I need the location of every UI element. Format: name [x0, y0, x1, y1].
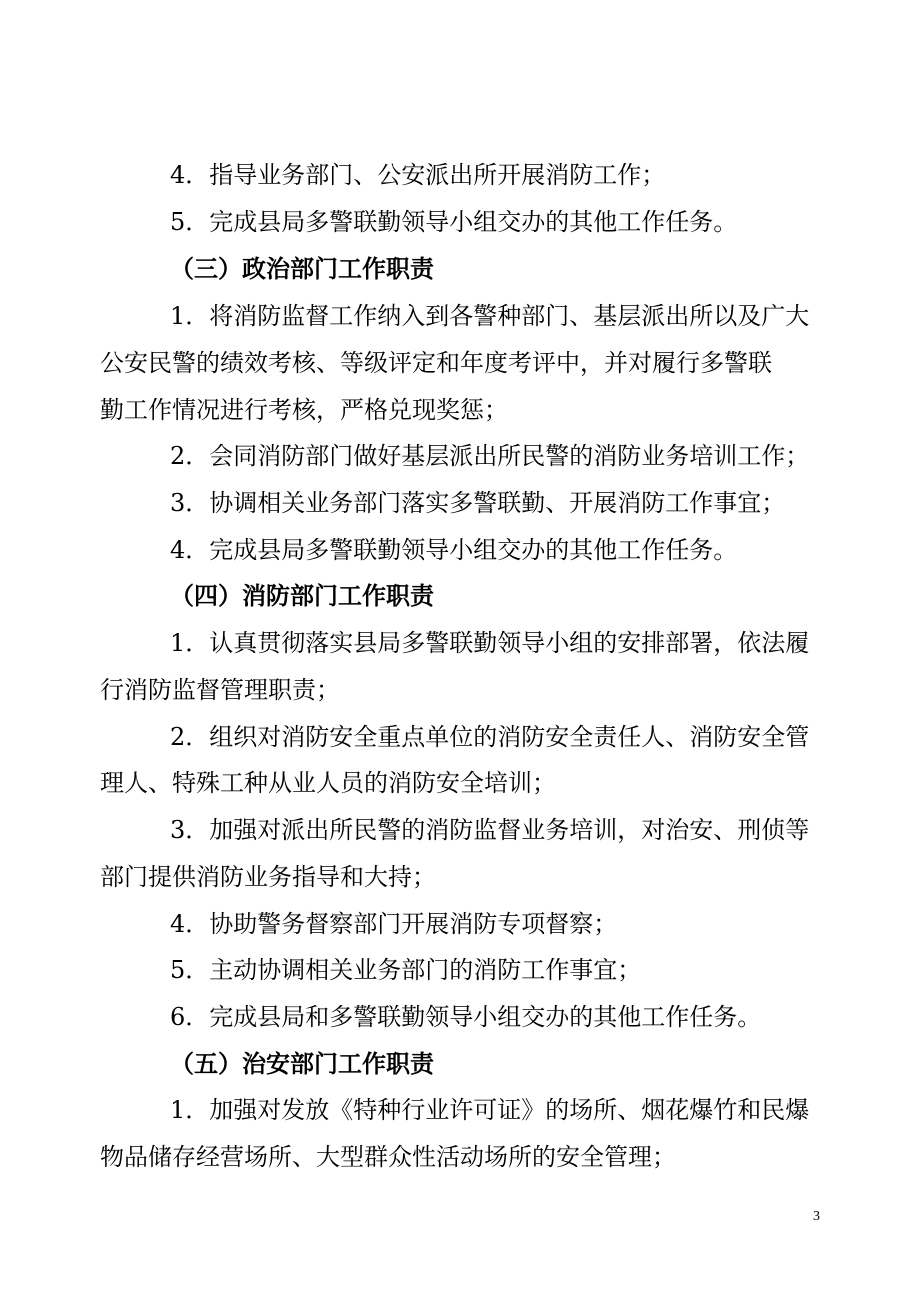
section-heading: [0, 249, 920, 289]
line-text: 1．认真贯彻落实县局多警联勤领导小组的安排部署，依法履: [170, 629, 810, 657]
text-line: [0, 530, 920, 570]
section-heading: [0, 576, 920, 616]
text-line: [0, 390, 920, 430]
text-line: [0, 857, 920, 897]
line-text: 行消防监督管理职责；: [100, 676, 340, 704]
heading-text: （五）治安部门工作职责: [170, 1049, 434, 1078]
line-text: 4．指导业务部门、公安派出所开展消防工作；: [170, 161, 666, 189]
text-line: [0, 810, 920, 850]
line-text: 1．加强对发放《特种行业许可证》的场所、烟花爆竹和民爆: [170, 1096, 810, 1124]
text-line: [0, 950, 920, 990]
line-text: 2．会同消防部门做好基层派出所民警的消防业务培训工作；: [170, 442, 810, 470]
line-text: 物品储存经营场所、大型群众性活动场所的安全管理；: [100, 1143, 676, 1171]
text-line: [0, 623, 920, 663]
line-text: 5．主动协调相关业务部门的消防工作事宜；: [170, 956, 642, 984]
line-text: 6．完成县局和多警联勤领导小组交办的其他工作任务。: [170, 1003, 762, 1031]
text-line: [0, 763, 920, 803]
text-line: [0, 904, 920, 944]
heading-text: （四）消防部门工作职责: [170, 581, 434, 610]
text-line: [0, 343, 920, 383]
line-text: 4．完成县局多警联勤领导小组交办的其他工作任务。: [170, 536, 738, 564]
line-text: 勤工作情况进行考核，严格兑现奖惩；: [100, 396, 508, 424]
text-line: [0, 436, 920, 476]
text-line: [0, 202, 920, 242]
page-number: 3: [813, 1209, 820, 1224]
text-line: [0, 296, 920, 336]
section-heading: [0, 1044, 920, 1084]
text-line: [0, 155, 920, 195]
text-line: [0, 1137, 920, 1177]
line-text: 5．完成县局多警联勤领导小组交办的其他工作任务。: [170, 208, 738, 236]
text-line: [0, 1090, 920, 1130]
text-line: [0, 670, 920, 710]
line-text: 4．协助警务督察部门开展消防专项督察；: [170, 910, 618, 938]
heading-text: （三）政治部门工作职责: [170, 254, 434, 283]
line-text: 1．将消防监督工作纳入到各警种部门、基层派出所以及广大: [170, 302, 810, 330]
line-text: 3．加强对派出所民警的消防监督业务培训，对治安、刑侦等: [170, 816, 810, 844]
line-text: 公安民警的绩效考核、等级评定和年度考评中，并对履行多警联: [100, 349, 772, 377]
line-text: 部门提供消防业务指导和大持；: [100, 863, 436, 891]
line-text: 2．组织对消防安全重点单位的消防安全责任人、消防安全管: [170, 723, 810, 751]
line-text: 理人、特殊工种从业人员的消防安全培训；: [100, 769, 556, 797]
text-line: [0, 997, 920, 1037]
line-text: 3．协调相关业务部门落实多警联勤、开展消防工作事宜；: [170, 489, 786, 517]
text-line: [0, 717, 920, 757]
text-line: [0, 483, 920, 523]
